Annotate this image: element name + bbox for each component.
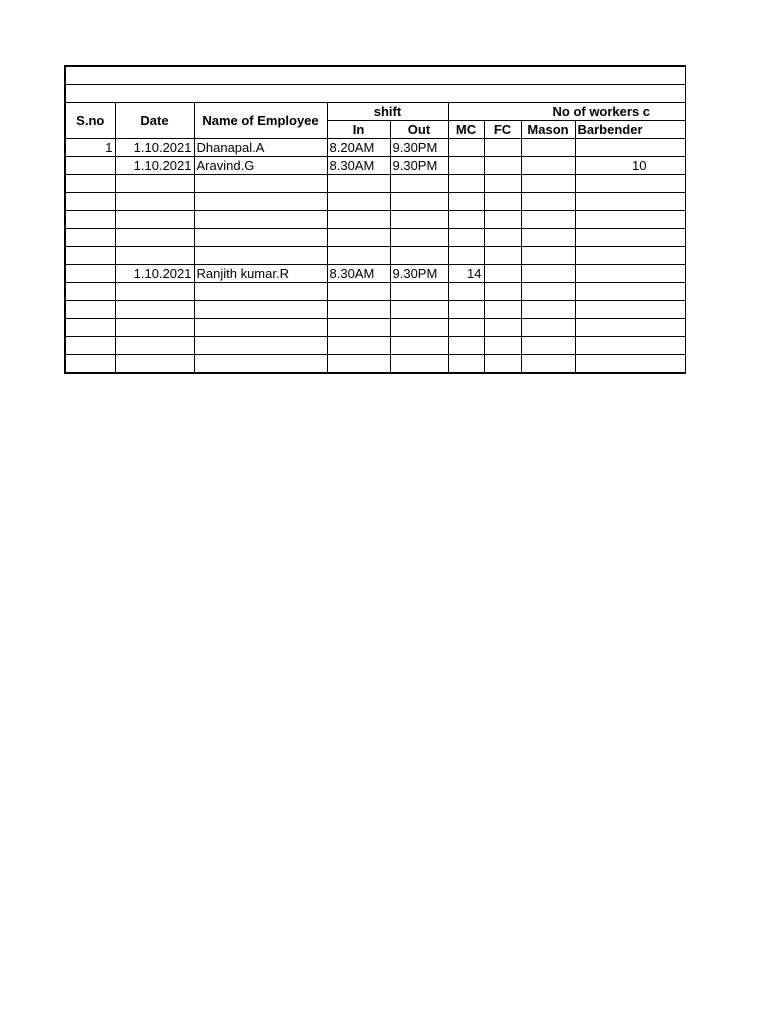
- table-row: [65, 247, 685, 265]
- table-row: [65, 175, 685, 193]
- header-date[interactable]: Date: [115, 103, 194, 139]
- header-mc[interactable]: MC: [448, 121, 484, 139]
- header-sno[interactable]: S.no: [65, 103, 115, 139]
- cell-sno[interactable]: [65, 355, 115, 374]
- cell-mason[interactable]: [521, 175, 575, 193]
- cell-mc[interactable]: 14: [448, 265, 484, 283]
- cell-fc[interactable]: [484, 247, 521, 265]
- cell-date[interactable]: [115, 247, 194, 265]
- cell-mason[interactable]: [521, 229, 575, 247]
- cell-fc[interactable]: [484, 229, 521, 247]
- cell-in[interactable]: [327, 229, 390, 247]
- cell-fc[interactable]: [484, 193, 521, 211]
- title-cell[interactable]: [65, 66, 685, 85]
- cell-barbender[interactable]: [575, 211, 685, 229]
- cell-sno[interactable]: [65, 265, 115, 283]
- cell-in[interactable]: [327, 283, 390, 301]
- cell-sno[interactable]: [65, 229, 115, 247]
- cell-mc[interactable]: [448, 157, 484, 175]
- cell-in[interactable]: [327, 301, 390, 319]
- cell-mc[interactable]: [448, 211, 484, 229]
- cell-name[interactable]: Dhanapal.A: [194, 139, 327, 157]
- cell-barbender[interactable]: [575, 301, 685, 319]
- cell-fc[interactable]: [484, 283, 521, 301]
- cell-barbender[interactable]: [575, 193, 685, 211]
- cell-out[interactable]: 9.30PM: [390, 157, 448, 175]
- cell-fc[interactable]: [484, 265, 521, 283]
- cell-name[interactable]: [194, 355, 327, 374]
- cell-name[interactable]: [194, 319, 327, 337]
- table-row: [65, 355, 685, 374]
- cell-date[interactable]: [115, 193, 194, 211]
- cell-date[interactable]: [115, 229, 194, 247]
- cell-in[interactable]: [327, 193, 390, 211]
- cell-name[interactable]: [194, 247, 327, 265]
- cell-name[interactable]: [194, 337, 327, 355]
- subtitle-cell[interactable]: [65, 85, 685, 103]
- attendance-table: [64, 65, 686, 374]
- cell-name[interactable]: Aravind.G: [194, 157, 327, 175]
- cell-date[interactable]: [115, 175, 194, 193]
- table-row: [65, 301, 685, 319]
- cell-name[interactable]: [194, 193, 327, 211]
- cell-mc[interactable]: [448, 355, 484, 374]
- table-row: [65, 193, 685, 211]
- header-workers[interactable]: No of workers c: [448, 103, 685, 121]
- cell-mc[interactable]: [448, 301, 484, 319]
- cell-barbender[interactable]: [575, 337, 685, 355]
- cell-out[interactable]: [390, 355, 448, 374]
- cell-barbender[interactable]: [575, 247, 685, 265]
- cell-name[interactable]: [194, 211, 327, 229]
- cell-in[interactable]: [327, 319, 390, 337]
- cell-sno[interactable]: [65, 337, 115, 355]
- cell-in[interactable]: 8.20AM: [327, 139, 390, 157]
- header-row-1: [65, 103, 685, 121]
- cell-barbender[interactable]: [575, 229, 685, 247]
- cell-out[interactable]: [390, 319, 448, 337]
- cell-fc[interactable]: [484, 175, 521, 193]
- cell-fc[interactable]: [484, 211, 521, 229]
- cell-sno[interactable]: [65, 283, 115, 301]
- cell-out[interactable]: [390, 247, 448, 265]
- cell-name[interactable]: [194, 283, 327, 301]
- cell-fc[interactable]: [484, 157, 521, 175]
- cell-name[interactable]: Ranjith kumar.R: [194, 265, 327, 283]
- cell-out[interactable]: [390, 193, 448, 211]
- cell-sno[interactable]: 1: [65, 139, 115, 157]
- cell-mc[interactable]: [448, 139, 484, 157]
- table-row: [65, 211, 685, 229]
- cell-barbender[interactable]: [575, 355, 685, 374]
- spreadsheet-region: [64, 65, 651, 396]
- cell-out[interactable]: [390, 301, 448, 319]
- cell-mc[interactable]: [448, 283, 484, 301]
- cell-barbender[interactable]: [575, 175, 685, 193]
- cell-fc[interactable]: [484, 139, 521, 157]
- cell-name[interactable]: [194, 301, 327, 319]
- cell-mc[interactable]: [448, 229, 484, 247]
- table-row: [65, 283, 685, 301]
- cell-in[interactable]: [327, 247, 390, 265]
- header-barbender[interactable]: Barbender: [575, 121, 685, 139]
- table-row: [65, 139, 685, 157]
- cell-sno[interactable]: [65, 247, 115, 265]
- subtitle-row: [65, 85, 685, 103]
- cell-barbender[interactable]: [575, 319, 685, 337]
- cell-mason[interactable]: [521, 301, 575, 319]
- cell-date[interactable]: 1.10.2021: [115, 157, 194, 175]
- cell-in[interactable]: [327, 355, 390, 374]
- cell-out[interactable]: [390, 283, 448, 301]
- cell-sno[interactable]: [65, 319, 115, 337]
- cell-mc[interactable]: [448, 193, 484, 211]
- table-row: [65, 265, 685, 283]
- cell-barbender[interactable]: [575, 283, 685, 301]
- cell-in[interactable]: 8.30AM: [327, 157, 390, 175]
- cell-barbender[interactable]: [575, 265, 685, 283]
- header-name[interactable]: Name of Employee: [194, 103, 327, 139]
- cell-in[interactable]: 8.30AM: [327, 265, 390, 283]
- cell-out[interactable]: [390, 229, 448, 247]
- cell-sno[interactable]: [65, 211, 115, 229]
- cell-barbender[interactable]: [575, 139, 685, 157]
- cell-sno[interactable]: [65, 193, 115, 211]
- cell-out[interactable]: 9.30PM: [390, 265, 448, 283]
- cell-mason[interactable]: [521, 337, 575, 355]
- cell-mason[interactable]: [521, 319, 575, 337]
- cell-barbender[interactable]: 10: [575, 157, 685, 175]
- cell-mason[interactable]: [521, 265, 575, 283]
- cell-mason[interactable]: [521, 139, 575, 157]
- cell-date[interactable]: 1.10.2021: [115, 265, 194, 283]
- cell-name[interactable]: [194, 229, 327, 247]
- header-mason[interactable]: Mason: [521, 121, 575, 139]
- cell-mason[interactable]: [521, 211, 575, 229]
- cell-mc[interactable]: [448, 337, 484, 355]
- cell-out[interactable]: [390, 175, 448, 193]
- cell-mason[interactable]: [521, 193, 575, 211]
- cell-fc[interactable]: [484, 355, 521, 374]
- title-row: [65, 66, 685, 85]
- cell-date[interactable]: [115, 355, 194, 374]
- cell-fc[interactable]: [484, 301, 521, 319]
- cell-mc[interactable]: [448, 247, 484, 265]
- table-row: [65, 157, 685, 175]
- header-out[interactable]: Out: [390, 121, 448, 139]
- cell-out[interactable]: [390, 211, 448, 229]
- cell-mason[interactable]: [521, 247, 575, 265]
- table-row: [65, 319, 685, 337]
- cell-fc[interactable]: [484, 337, 521, 355]
- cell-sno[interactable]: [65, 157, 115, 175]
- table-row: [65, 337, 685, 355]
- cell-date[interactable]: [115, 319, 194, 337]
- cell-in[interactable]: [327, 175, 390, 193]
- cell-date[interactable]: [115, 283, 194, 301]
- cell-out[interactable]: [390, 337, 448, 355]
- cell-mason[interactable]: [521, 157, 575, 175]
- cell-out[interactable]: 9.30PM: [390, 139, 448, 157]
- cell-sno[interactable]: [65, 175, 115, 193]
- header-in[interactable]: In: [327, 121, 390, 139]
- cell-fc[interactable]: [484, 319, 521, 337]
- cell-date[interactable]: [115, 301, 194, 319]
- cell-in[interactable]: [327, 211, 390, 229]
- cell-mc[interactable]: [448, 319, 484, 337]
- cell-mc[interactable]: [448, 175, 484, 193]
- cell-sno[interactable]: [65, 301, 115, 319]
- header-fc[interactable]: FC: [484, 121, 521, 139]
- header-shift[interactable]: shift: [327, 103, 448, 121]
- cell-mason[interactable]: [521, 283, 575, 301]
- cell-in[interactable]: [327, 337, 390, 355]
- cell-date[interactable]: [115, 337, 194, 355]
- cell-mason[interactable]: [521, 355, 575, 374]
- cell-date[interactable]: [115, 211, 194, 229]
- cell-date[interactable]: 1.10.2021: [115, 139, 194, 157]
- table-row: [65, 229, 685, 247]
- cell-name[interactable]: [194, 175, 327, 193]
